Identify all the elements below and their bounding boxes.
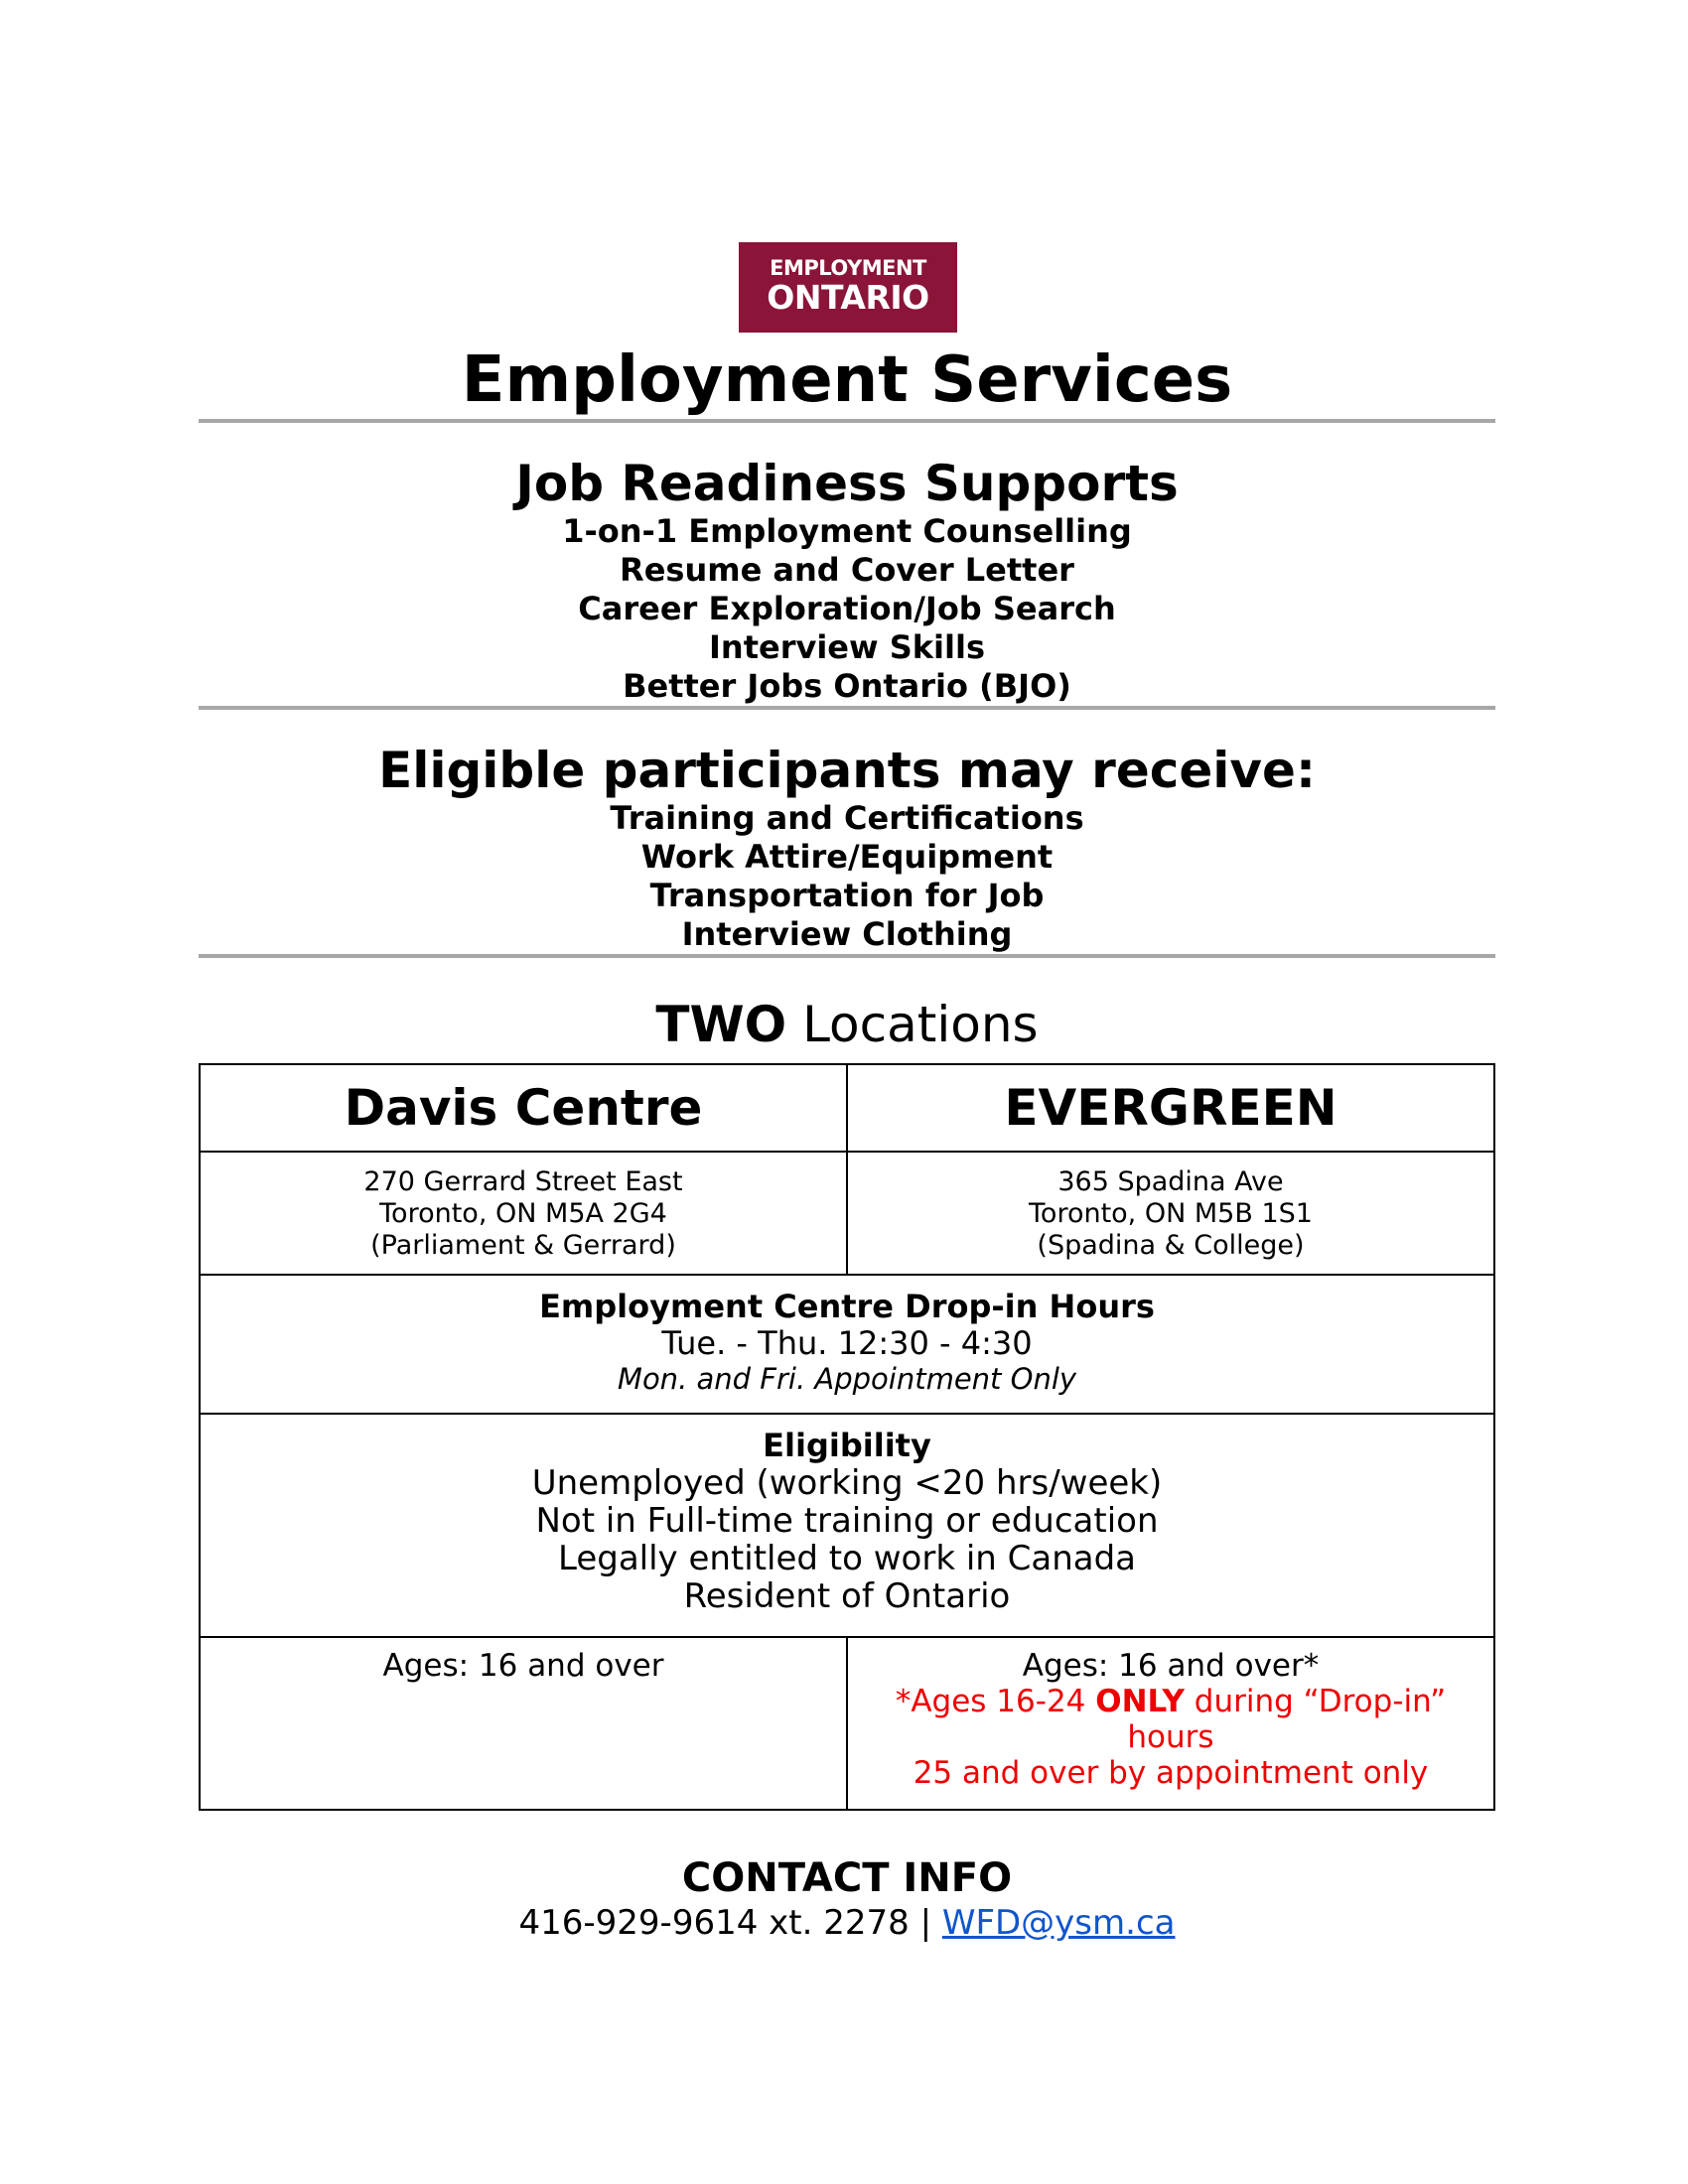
- locations-heading: [199, 993, 1495, 1056]
- job-readiness-heading: Job Readiness Supports: [515, 455, 1179, 512]
- list-item: Transportation for Job: [649, 877, 1045, 914]
- ages-note-appointment: 25 and over by appointment only: [913, 1755, 1429, 1791]
- divider-2: [199, 706, 1495, 710]
- page-title: Employment Services: [461, 343, 1233, 417]
- list-item: 1-on-1 Employment Counselling: [562, 512, 1132, 550]
- ages-text: Ages: 16 and over: [382, 1648, 664, 1684]
- eligibility-title: Eligibility: [763, 1427, 931, 1464]
- email-link[interactable]: WFD@ysm.ca: [941, 1903, 1176, 1943]
- address-line: 270 Gerrard Street East: [363, 1166, 683, 1197]
- evergreen-address: [847, 1152, 1494, 1275]
- drop-in-hours: [200, 1275, 1494, 1414]
- eligible-list: [199, 799, 1495, 954]
- eligibility: [200, 1414, 1494, 1637]
- contact-line: [199, 1901, 1495, 1945]
- divider-3: [199, 954, 1495, 958]
- locations-word: Locations: [786, 996, 1039, 1053]
- hours-line: Tue. - Thu. 12:30 - 4:30: [661, 1324, 1033, 1362]
- davis-centre-ages: [200, 1637, 847, 1810]
- list-item: Career Exploration/Job Search: [578, 590, 1116, 627]
- ages-note-prefix: *Ages 16-24: [895, 1684, 1096, 1719]
- divider-1: [199, 419, 1495, 423]
- locations-table: [199, 1063, 1495, 1811]
- eligibility-item: Resident of Ontario: [683, 1576, 1011, 1616]
- hours-title: Employment Centre Drop-in Hours: [539, 1288, 1155, 1325]
- davis-centre-address: [200, 1152, 847, 1275]
- employment-ontario-logo: [739, 242, 957, 333]
- contact-heading: CONTACT INFO: [681, 1855, 1013, 1901]
- eligible-heading: Eligible participants may receive:: [378, 742, 1316, 799]
- logo-line-2: ONTARIO: [767, 278, 929, 317]
- eligibility-item: Unemployed (working <20 hrs/week): [531, 1463, 1163, 1503]
- list-item: Training and Certifications: [610, 799, 1084, 837]
- evergreen-ages: [847, 1637, 1494, 1810]
- evergreen-name: EVERGREEN: [847, 1064, 1494, 1152]
- address-line: (Parliament & Gerrard): [370, 1230, 676, 1261]
- job-readiness-list: [199, 512, 1495, 706]
- list-item: Resume and Cover Letter: [620, 551, 1074, 589]
- address-line: Toronto, ON M5A 2G4: [379, 1198, 667, 1229]
- address-line: Toronto, ON M5B 1S1: [1029, 1198, 1313, 1229]
- ages-note-emphasis: ONLY: [1095, 1684, 1185, 1719]
- address-line: (Spadina & College): [1037, 1230, 1305, 1261]
- phone-number: 416-929-9614 xt. 2278 |: [518, 1903, 942, 1943]
- eligibility-item: Not in Full-time training or education: [535, 1501, 1159, 1541]
- ages-note: [848, 1684, 1493, 1755]
- list-item: Work Attire/Equipment: [640, 838, 1054, 876]
- ages-note-suffix: during “Drop-in” hours: [1127, 1684, 1447, 1755]
- address-line: 365 Spadina Ave: [1057, 1166, 1284, 1197]
- locations-count: TWO: [655, 996, 787, 1053]
- hours-note: Mon. and Fri. Appointment Only: [617, 1362, 1077, 1396]
- list-item: Interview Skills: [709, 628, 985, 666]
- logo-line-1: EMPLOYMENT: [770, 256, 926, 280]
- list-item: Better Jobs Ontario (BJO): [623, 667, 1071, 705]
- list-item: Interview Clothing: [681, 915, 1013, 953]
- eligibility-item: Legally entitled to work in Canada: [557, 1539, 1137, 1578]
- davis-centre-name: Davis Centre: [200, 1064, 847, 1152]
- ages-text: Ages: 16 and over*: [1022, 1648, 1320, 1684]
